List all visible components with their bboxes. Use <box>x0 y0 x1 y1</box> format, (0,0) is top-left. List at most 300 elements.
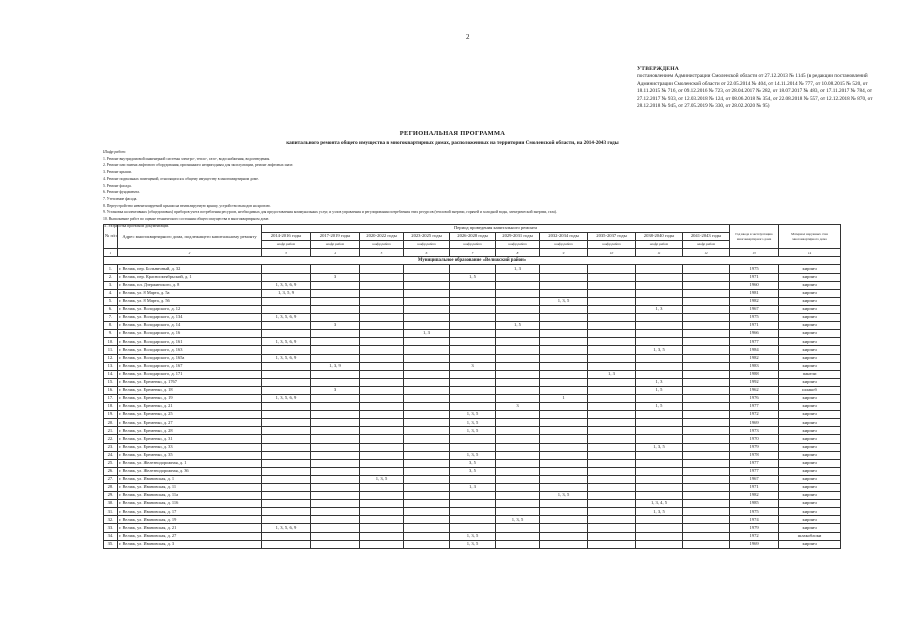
work-code-cell: 1, 3, 5 <box>360 475 404 483</box>
work-code-cell <box>683 273 730 281</box>
document-title: РЕГИОНАЛЬНАЯ ПРОГРАММА <box>399 130 506 137</box>
work-code-cell <box>262 435 311 443</box>
work-code-cell <box>540 330 588 338</box>
work-code-cell <box>636 289 683 297</box>
address-cell: г. Велиж, ул. Ивановская, д. 19 <box>118 516 262 524</box>
work-code-cell <box>683 475 730 483</box>
row-number-cell: 16. <box>104 386 118 394</box>
work-code-cell <box>683 467 730 475</box>
row-number-cell: 2. <box>104 273 118 281</box>
work-code-cell: 1, 3 <box>450 484 496 492</box>
work-code-cell <box>588 411 636 419</box>
column-index-cell: 4 <box>311 249 360 257</box>
period-column-header: 2032-2034 годы <box>540 233 588 241</box>
work-code-cell: 1 <box>540 394 588 402</box>
work-code-cell <box>588 378 636 386</box>
work-code-cell <box>540 508 588 516</box>
work-code-cell: 1, 3, 5 <box>450 532 496 540</box>
year-cell: 1979 <box>730 524 779 532</box>
work-code-cell <box>404 484 450 492</box>
work-code-cell <box>636 322 683 330</box>
work-code-cell <box>636 492 683 500</box>
row-number-cell: 28. <box>104 484 118 492</box>
work-code-cell <box>540 346 588 354</box>
work-code-cell <box>311 370 360 378</box>
year-cell: 1971 <box>730 484 779 492</box>
work-code-cell <box>450 346 496 354</box>
work-code-cell <box>262 370 311 378</box>
work-code-cell <box>311 297 360 305</box>
work-code-cell <box>540 411 588 419</box>
work-code-cell <box>311 265 360 273</box>
work-code-cell: 1, 3, 5, 6, 9 <box>262 281 311 289</box>
work-code-cell <box>450 370 496 378</box>
work-code-cell <box>540 443 588 451</box>
work-code-cell: 1, 3, 5 <box>540 492 588 500</box>
work-code-cell <box>404 403 450 411</box>
work-code-cell <box>450 297 496 305</box>
address-cell: г. Велиж, ул. Ивановская, д. 27 <box>118 532 262 540</box>
work-code-subheader: шифр работ <box>404 241 450 249</box>
address-cell: г. Велиж, ул. Володарского, д. 171 <box>118 370 262 378</box>
year-cell: 1960 <box>730 281 779 289</box>
address-cell: г. Велиж, ул. Володарского, д. 167 <box>118 362 262 370</box>
address-cell: г. Велиж, ул. Володарского, д. 134 <box>118 314 262 322</box>
work-code-cell <box>262 492 311 500</box>
material-cell: кирпич <box>779 354 841 362</box>
address-cell: г. Велиж, ул. Еременко, д. 18 <box>118 386 262 394</box>
work-code-cell <box>683 484 730 492</box>
year-cell: 1988 <box>730 370 779 378</box>
work-code-cell <box>262 540 311 548</box>
work-code-cell <box>404 500 450 508</box>
work-code-cell <box>404 314 450 322</box>
table-row <box>104 378 841 386</box>
work-code-cell <box>262 297 311 305</box>
address-cell: г. Велиж, ул. Железнодорожная, д. 36 <box>118 467 262 475</box>
material-cell: кирпич <box>779 540 841 548</box>
work-code-cell <box>636 516 683 524</box>
table-row <box>104 484 841 492</box>
work-code-cell: 1, 3, 5 <box>450 451 496 459</box>
material-cell: кирпич <box>779 265 841 273</box>
work-code-cell <box>450 338 496 346</box>
work-code-cell <box>496 289 540 297</box>
work-code-cell <box>496 419 540 427</box>
period-column-header: 2038-2040 годы <box>636 233 683 241</box>
work-code-cell <box>404 354 450 362</box>
work-code-cell <box>360 346 404 354</box>
work-code-cell <box>540 540 588 548</box>
work-code-cell <box>360 419 404 427</box>
work-code-cell <box>404 443 450 451</box>
address-cell: г. Велиж, пер. Больничный, д. 32 <box>118 265 262 273</box>
work-code-cell <box>683 516 730 524</box>
year-cell: 1981 <box>730 289 779 297</box>
table-row <box>104 289 841 297</box>
year-cell: 1962 <box>730 386 779 394</box>
work-code-cell <box>360 411 404 419</box>
work-code-cell <box>404 435 450 443</box>
legend-caption: Шифр работ: <box>103 150 126 154</box>
work-code-cell <box>588 443 636 451</box>
year-cell: 1969 <box>730 419 779 427</box>
work-code-cell <box>311 492 360 500</box>
material-cell: кирпич <box>779 492 841 500</box>
work-code-cell <box>262 322 311 330</box>
work-code-cell <box>636 411 683 419</box>
work-code-cell <box>311 427 360 435</box>
period-column-header: 2029-2031 годы <box>496 233 540 241</box>
year-cell: 1977 <box>730 459 779 467</box>
work-code-cell <box>360 484 404 492</box>
period-column-header: 2014-2016 годы <box>262 233 311 241</box>
work-code-cell <box>262 403 311 411</box>
work-code-cell: 1, 3, 5 <box>636 346 683 354</box>
col-year-header: Год ввода в эксплуатацию многоквартирного дома <box>730 225 779 249</box>
page-number: 2 <box>466 33 470 41</box>
work-code-cell <box>496 281 540 289</box>
work-code-cell <box>262 484 311 492</box>
table-row <box>104 467 841 475</box>
row-number-cell: 21. <box>104 427 118 435</box>
work-code-cell <box>683 419 730 427</box>
row-number-cell: 3. <box>104 281 118 289</box>
table-row <box>104 508 841 516</box>
address-cell: г. Велиж, ул. Еременко, д. 21 <box>118 403 262 411</box>
row-number-cell: 32. <box>104 516 118 524</box>
work-code-cell <box>588 524 636 532</box>
row-number-cell: 27. <box>104 475 118 483</box>
work-code-cell <box>262 346 311 354</box>
work-code-cell: 1, 3, 5, 6, 9 <box>262 524 311 532</box>
work-code-cell <box>588 451 636 459</box>
work-code-cell <box>636 354 683 362</box>
table-row <box>104 281 841 289</box>
legend-item: 3. Ремонт крыши. <box>103 170 132 175</box>
table-row <box>104 386 841 394</box>
work-code-cell <box>540 386 588 394</box>
row-number-cell: 30. <box>104 500 118 508</box>
work-code-cell <box>311 540 360 548</box>
work-code-cell <box>636 459 683 467</box>
work-code-cell: 1, 3 <box>636 305 683 313</box>
work-code-cell <box>588 435 636 443</box>
row-number-cell: 18. <box>104 403 118 411</box>
work-code-cell: 1, 3, 9 <box>311 362 360 370</box>
work-code-cell <box>588 492 636 500</box>
year-cell: 1977 <box>730 338 779 346</box>
work-code-cell <box>496 314 540 322</box>
work-code-cell <box>683 297 730 305</box>
row-number-cell: 14. <box>104 370 118 378</box>
work-code-cell <box>404 467 450 475</box>
work-code-cell <box>450 314 496 322</box>
work-code-cell <box>588 427 636 435</box>
work-code-cell <box>588 362 636 370</box>
work-code-cell <box>450 330 496 338</box>
work-code-cell <box>311 378 360 386</box>
material-cell: кирпич <box>779 467 841 475</box>
work-code-cell <box>360 378 404 386</box>
work-code-cell <box>360 443 404 451</box>
legend-item: 2. Ремонт или замена лифтового оборудования, признанного непригодным для эксплуатации, ремонт лифтовых шахт. <box>103 163 294 168</box>
address-cell: г. Велиж, ул. Ивановская, д. 11 <box>118 484 262 492</box>
work-code-cell <box>360 354 404 362</box>
year-cell: 1982 <box>730 297 779 305</box>
row-number-cell: 12. <box>104 354 118 362</box>
address-cell: г. Велиж, ул. Ивановская, д. 11а <box>118 492 262 500</box>
year-cell: 1983 <box>730 362 779 370</box>
work-code-cell <box>311 467 360 475</box>
work-code-cell: 3, 5 <box>450 459 496 467</box>
row-number-cell: 22. <box>104 435 118 443</box>
work-code-cell <box>636 467 683 475</box>
work-code-cell <box>360 305 404 313</box>
work-code-cell <box>496 508 540 516</box>
work-code-cell <box>540 475 588 483</box>
work-code-cell <box>540 467 588 475</box>
work-code-cell <box>262 451 311 459</box>
work-code-cell <box>496 362 540 370</box>
work-code-cell <box>636 394 683 402</box>
work-code-cell <box>262 459 311 467</box>
work-code-cell <box>262 305 311 313</box>
year-cell: 1979 <box>730 443 779 451</box>
work-code-cell <box>360 386 404 394</box>
row-number-cell: 29. <box>104 492 118 500</box>
work-code-cell <box>540 427 588 435</box>
address-cell: г. Велиж, ул. 8 Марта, д. 56 <box>118 297 262 305</box>
row-number-cell: 1. <box>104 265 118 273</box>
column-index-cell: 3 <box>262 249 311 257</box>
row-number-cell: 4. <box>104 289 118 297</box>
work-code-cell <box>404 338 450 346</box>
address-cell: г. Велиж, ул. Володарского, д. 12 <box>118 305 262 313</box>
work-code-cell <box>683 500 730 508</box>
work-code-cell <box>683 386 730 394</box>
table-row <box>104 265 841 273</box>
column-index-cell: 14 <box>779 249 841 257</box>
work-code-cell <box>404 475 450 483</box>
work-code-cell <box>404 492 450 500</box>
row-number-cell: 31. <box>104 508 118 516</box>
work-code-cell <box>540 273 588 281</box>
row-number-cell: 25. <box>104 459 118 467</box>
material-cell: кирпич <box>779 427 841 435</box>
work-code-cell <box>360 540 404 548</box>
work-code-cell <box>540 362 588 370</box>
work-code-cell <box>588 289 636 297</box>
row-number-cell: 6. <box>104 305 118 313</box>
work-code-cell <box>540 500 588 508</box>
work-code-cell <box>311 338 360 346</box>
period-column-header: 2035-2037 годы <box>588 233 636 241</box>
work-code-cell <box>450 289 496 297</box>
year-cell: 1974 <box>730 516 779 524</box>
work-code-cell <box>404 451 450 459</box>
year-cell: 1975 <box>730 508 779 516</box>
column-index-cell: 9 <box>540 249 588 257</box>
work-code-cell <box>450 443 496 451</box>
work-code-cell <box>496 378 540 386</box>
address-cell: г. Велиж, ул. Ивановская, д. 21 <box>118 524 262 532</box>
table-row <box>104 524 841 532</box>
work-code-cell <box>540 370 588 378</box>
work-code-cell <box>404 273 450 281</box>
work-code-cell <box>496 532 540 540</box>
row-number-cell: 8. <box>104 322 118 330</box>
work-code-cell <box>404 305 450 313</box>
work-code-subheader: шифр работ <box>496 241 540 249</box>
work-code-cell: 1, 3, 5, 6, 9 <box>262 394 311 402</box>
work-code-cell <box>636 265 683 273</box>
work-code-cell <box>496 435 540 443</box>
work-code-cell <box>683 346 730 354</box>
work-code-cell: 1, 3, 5 <box>450 427 496 435</box>
row-number-cell: 10. <box>104 338 118 346</box>
row-number-cell: 23. <box>104 443 118 451</box>
legend-item: 6. Ремонт фундамента. <box>103 190 140 195</box>
legend-item: 11. Разработка проектной документации. <box>103 223 170 228</box>
period-column-header: 2041-2043 годы <box>683 233 730 241</box>
work-code-cell <box>588 475 636 483</box>
work-code-cell <box>683 427 730 435</box>
work-code-cell: 1, 3 <box>404 330 450 338</box>
work-code-cell: 1, 3, 5, 6, 9 <box>262 338 311 346</box>
work-code-cell <box>683 394 730 402</box>
work-code-cell <box>496 475 540 483</box>
work-code-cell <box>496 338 540 346</box>
work-code-cell <box>540 265 588 273</box>
work-code-cell <box>360 516 404 524</box>
work-code-cell <box>588 322 636 330</box>
address-cell: г. Велиж, пл. Дзержинского, д. 8 <box>118 281 262 289</box>
address-cell: г. Велиж, ул. Еременко, д. 27 <box>118 419 262 427</box>
work-code-cell <box>262 443 311 451</box>
work-code-cell <box>683 540 730 548</box>
work-code-cell <box>311 484 360 492</box>
work-code-cell <box>404 427 450 435</box>
work-code-cell <box>588 305 636 313</box>
work-code-cell <box>496 386 540 394</box>
work-code-cell <box>360 508 404 516</box>
work-code-cell <box>360 330 404 338</box>
work-code-cell <box>262 386 311 394</box>
work-code-cell <box>636 273 683 281</box>
row-number-cell: 35. <box>104 540 118 548</box>
work-code-cell <box>588 330 636 338</box>
work-code-cell <box>262 273 311 281</box>
year-cell: 1970 <box>730 435 779 443</box>
work-code-cell: 1, 3 <box>496 265 540 273</box>
work-code-cell <box>450 403 496 411</box>
work-code-cell <box>404 524 450 532</box>
row-number-cell: 9. <box>104 330 118 338</box>
year-cell: 1984 <box>730 346 779 354</box>
period-column-header: 2023-2025 годы <box>404 233 450 241</box>
work-code-cell <box>404 386 450 394</box>
work-code-cell <box>311 314 360 322</box>
table-row <box>104 362 841 370</box>
work-code-cell <box>262 378 311 386</box>
work-code-cell <box>636 427 683 435</box>
work-code-cell <box>360 500 404 508</box>
work-code-cell <box>496 484 540 492</box>
work-code-cell <box>450 281 496 289</box>
material-cell: кирпич <box>779 330 841 338</box>
work-code-cell <box>360 467 404 475</box>
work-code-cell <box>683 265 730 273</box>
work-code-cell: 3, 5 <box>450 467 496 475</box>
material-cell: кирпич <box>779 508 841 516</box>
work-code-cell <box>262 419 311 427</box>
work-code-cell <box>588 394 636 402</box>
work-code-cell <box>404 322 450 330</box>
work-code-cell <box>450 492 496 500</box>
year-cell: 1967 <box>730 475 779 483</box>
work-code-subheader: шифр работ <box>360 241 404 249</box>
work-code-cell <box>540 314 588 322</box>
col-material-header: Материал наружных стен многоквартирного дома <box>779 225 841 249</box>
period-header: Период проведения капитального ремонта <box>262 225 730 233</box>
col-number-header: № п/п <box>104 225 118 249</box>
row-number-cell: 34. <box>104 532 118 540</box>
work-code-cell: 1, 5 <box>496 322 540 330</box>
table-row <box>104 459 841 467</box>
work-code-cell <box>540 354 588 362</box>
work-code-cell <box>450 354 496 362</box>
work-code-cell <box>496 451 540 459</box>
material-cell: кирпич <box>779 362 841 370</box>
work-code-cell <box>404 265 450 273</box>
work-code-cell <box>360 338 404 346</box>
work-codes-legend <box>103 149 803 229</box>
material-cell: кирпич <box>779 459 841 467</box>
work-code-cell <box>496 492 540 500</box>
table-row <box>104 338 841 346</box>
table-row <box>104 411 841 419</box>
work-code-cell <box>683 281 730 289</box>
address-cell: г. Велиж, ул. Володарского, д. 161 <box>118 338 262 346</box>
work-code-cell <box>540 516 588 524</box>
work-code-cell <box>496 500 540 508</box>
work-code-cell <box>496 467 540 475</box>
material-cell: кирпич <box>779 484 841 492</box>
work-code-cell: 1, 3, 5, 6, 9 <box>262 314 311 322</box>
work-code-cell <box>496 370 540 378</box>
work-code-cell: 1, 3 <box>588 370 636 378</box>
work-code-cell <box>311 516 360 524</box>
address-cell: г. Велиж, ул. Еременко, д. 33 <box>118 443 262 451</box>
work-code-cell <box>262 532 311 540</box>
work-code-cell <box>404 540 450 548</box>
repair-schedule-table <box>103 224 841 549</box>
work-code-cell <box>450 435 496 443</box>
work-code-cell <box>404 508 450 516</box>
work-code-cell <box>683 314 730 322</box>
work-code-cell <box>683 451 730 459</box>
table-row <box>104 540 841 548</box>
work-code-cell <box>262 500 311 508</box>
work-code-cell <box>450 386 496 394</box>
legend-item: 1. Ремонт внутридомовой инженерной системы электро-, тепло-, газо-, водоснабжения, водоотведения. <box>103 156 271 161</box>
work-code-cell <box>588 386 636 394</box>
work-code-cell: 1, 3, 5 <box>540 297 588 305</box>
table-row <box>104 297 841 305</box>
table-row <box>104 532 841 540</box>
work-code-cell <box>311 475 360 483</box>
